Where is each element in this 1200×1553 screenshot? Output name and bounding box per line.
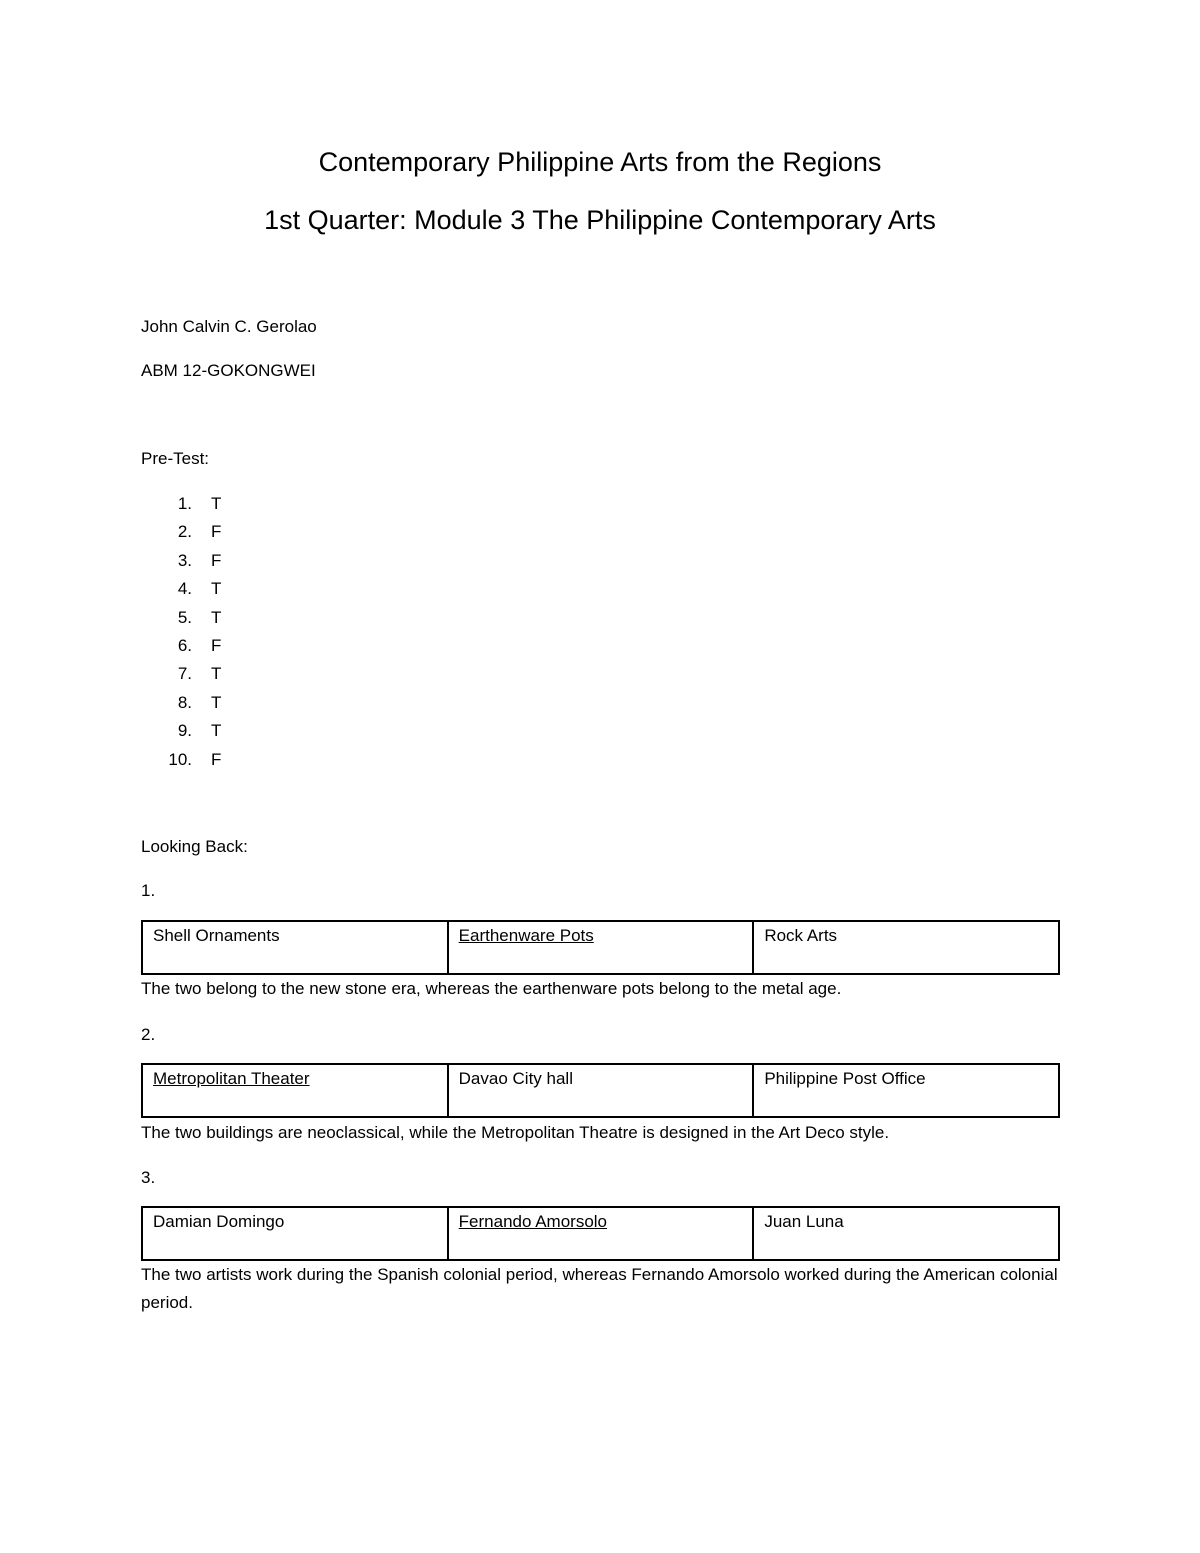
option-cell: Juan Luna [753, 1207, 1059, 1260]
option-cell-selected: Metropolitan Theater [142, 1064, 448, 1117]
item-answer: F [211, 635, 222, 655]
table-row [142, 921, 1059, 974]
item-answer: T [211, 607, 222, 627]
student-section: ABM 12-GOKONGWEI [141, 361, 316, 380]
option-cell-selected: Fernando Amorsolo [448, 1207, 754, 1260]
options-table [141, 920, 1060, 975]
table-row [142, 1207, 1059, 1260]
option-cell: Shell Ornaments [142, 921, 448, 974]
student-name: John Calvin C. Gerolao [141, 317, 317, 336]
item-number: 10. [168, 749, 192, 769]
option-cell-selected: Earthenware Pots [448, 921, 754, 974]
item-answer: F [211, 522, 222, 542]
document-subtitle: 1st Quarter: Module 3 The Philippine Contemporary Arts [264, 205, 936, 235]
option-cell: Philippine Post Office [753, 1064, 1059, 1117]
item-number: 7. [177, 664, 192, 684]
option-cell: Damian Domingo [142, 1207, 448, 1260]
item-number: 2. [177, 522, 192, 542]
pretest-heading: Pre-Test: [141, 449, 210, 468]
explanation-text: The two artists work during the Spanish colonial period, whereas Fernando Amorsolo worked during the American colonial period. [141, 1265, 1058, 1312]
item-answer: T [211, 494, 222, 513]
table-row [142, 1064, 1059, 1117]
document-title: Contemporary Philippine Arts from the Regions [318, 147, 882, 177]
option-cell: Rock Arts [753, 921, 1059, 974]
question-number: 3. [141, 1168, 156, 1187]
item-number: 5. [177, 607, 192, 627]
item-number: 4. [177, 579, 192, 599]
item-number: 3. [177, 550, 192, 570]
question-number: 1. [141, 881, 156, 900]
option-cell: Davao City hall [448, 1064, 754, 1117]
item-answer: T [211, 579, 222, 599]
item-answer: T [211, 664, 222, 684]
item-answer: F [211, 749, 222, 769]
explanation-text: The two belong to the new stone era, whereas the earthenware pots belong to the metal age. [141, 979, 842, 998]
item-answer: T [211, 721, 222, 741]
looking-back-heading: Looking Back: [141, 837, 248, 856]
item-answer: T [211, 692, 222, 712]
item-number: 6. [177, 635, 192, 655]
item-answer: F [211, 550, 222, 570]
explanation-text: The two buildings are neoclassical, while the Metropolitan Theatre is designed in the Art Deco style. [141, 1123, 890, 1142]
options-table [141, 1063, 1060, 1118]
item-number: 8. [177, 692, 192, 712]
options-table [141, 1206, 1060, 1261]
question-number: 2. [141, 1025, 156, 1044]
item-number: 1. [177, 494, 192, 513]
item-number: 9. [177, 721, 192, 741]
